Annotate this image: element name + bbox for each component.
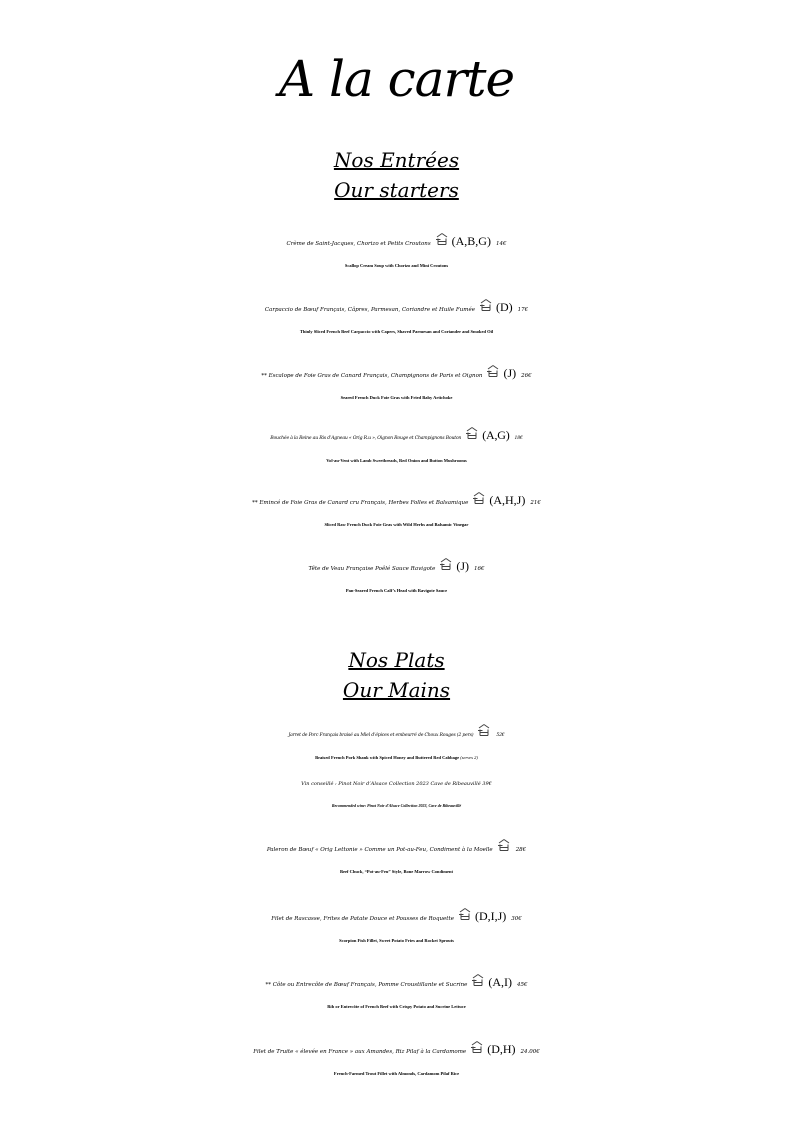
- dish-price: 52€: [496, 733, 505, 738]
- menu-item: [0, 488, 793, 534]
- dish-name-fr-line: [0, 423, 793, 451]
- allergen-icon: [465, 426, 479, 440]
- allergen-codes: (A,B,G): [451, 234, 491, 248]
- dish-name-en: Rib or Entrecôte of French Beef with Crispy Potato and Sucrine Lettuce: [327, 1004, 466, 1009]
- dish-name-en-line: [0, 748, 793, 767]
- dish-name-fr: Jarret de Porc Français braisé au Miel d’épices et embeurré de Choux Rouges (2 pers): [288, 733, 474, 738]
- dish-name-en: Scorpion Fish Fillet, Sweet Potato Fries and Rocket Sprouts: [339, 938, 454, 943]
- starters-heading-en: Our starters: [334, 178, 459, 202]
- dish-prefix: **: [252, 500, 258, 506]
- allergen-icon: [479, 298, 493, 312]
- dish-name-fr: Tête de Veau Française Poêlé Sauce Ravigote: [308, 566, 436, 572]
- dish-price: 18€: [514, 436, 523, 441]
- dish-name-en: Pan-Seared French Calf’s Head with Ravigote Sauce: [345, 588, 448, 593]
- dish-price: 21€: [530, 500, 541, 506]
- wine-suggestion-fr: Vin conseillé : Pinot Noir d’Alsace Collection 2023 Cave de Ribeauvillé 39€: [301, 781, 492, 787]
- dish-price: 26€: [521, 373, 532, 379]
- menu-item: [0, 1037, 793, 1083]
- dish-name-en: Scallop Cream Soup with Chorizo and Mini Croutons: [344, 263, 449, 268]
- allergen-icon: [458, 907, 472, 921]
- wine-suggestion-en: Recommended wine: Pinot Noir d'Alsace Collection 2023, Cave de Ribeauvillé: [331, 803, 462, 808]
- menu-item: [0, 361, 793, 407]
- dish-price: 28€: [515, 847, 527, 853]
- allergen-icon: [472, 491, 486, 505]
- menu-item: [0, 970, 793, 1016]
- menu-item: [0, 838, 793, 881]
- menu-item: [0, 229, 793, 275]
- dish-name-fr-line: [0, 1037, 793, 1064]
- dish-price: 30€: [511, 916, 522, 922]
- dish-name-en: Braised French Pork Shank with Spiced Honey and Buttered Red Cabbage: [315, 755, 460, 760]
- allergen-codes: (J): [503, 366, 517, 380]
- mains-heading-fr: Nos Plats: [348, 648, 445, 672]
- dish-name-fr: Emincé de Foie Gras de Canard cru Français, Herbes Folles et Balsamique: [259, 500, 469, 506]
- dish-name-en: Vol-au-Vent with Lamb Sweetbreads, Red Onion and Button Mushrooms: [326, 458, 467, 463]
- allergen-codes: (D,H): [487, 1042, 516, 1056]
- dish-name-fr: Paleron de Bœuf « Orig Lettonie » Comme un Pot-au-Feu, Condiment à la Moelle: [266, 847, 493, 853]
- dish-name-fr-line: [0, 970, 793, 997]
- dish-name-fr-line: [0, 361, 793, 388]
- allergen-codes: (A,H,J): [489, 493, 526, 507]
- dish-name-en: Beef Chuck, “Pot-au-Feu” Style, Bone Marrow Condiment: [340, 869, 453, 874]
- mains-heading: [0, 645, 793, 705]
- allergen-icon: [477, 723, 491, 737]
- menu-item: [0, 723, 793, 815]
- dish-name-fr: Filet de Rascasse, Frites de Patate Douce et Pousses de Roquette: [271, 916, 454, 922]
- dish-price: 16€: [474, 566, 485, 572]
- dish-prefix: **: [265, 982, 271, 988]
- dish-prefix: **: [261, 373, 267, 379]
- dish-name-en: Thinly Sliced French Beef Carpaccio with Capers, Shaved Parmesan and Coriander and Smoked Oil: [299, 329, 494, 334]
- dish-name-fr: Bouchée à la Reine au Ris d’Agneau « Orig R.u », Oignon Rouge et Champignons Bouton: [270, 436, 462, 441]
- dish-name-fr-line: [0, 295, 793, 322]
- menu-item: [0, 423, 793, 470]
- serving-note: (serves 2): [460, 755, 478, 760]
- dish-price: 17€: [517, 307, 529, 313]
- allergen-codes: (A,I): [488, 975, 513, 989]
- menu-item: [0, 904, 793, 950]
- dish-name-fr-line: [0, 723, 793, 748]
- menu-title: A la carte: [278, 50, 515, 108]
- starters-heading-fr: Nos Entrées: [333, 148, 460, 172]
- allergen-icon: [435, 232, 449, 246]
- dish-price: 45€: [517, 982, 528, 988]
- dish-name-fr-line: [0, 838, 793, 862]
- allergen-icon: [470, 1040, 484, 1054]
- starters-heading: [0, 145, 793, 205]
- dish-name-fr-line: [0, 229, 793, 256]
- dish-name-fr: Carpaccio de Bœuf Français, Câpres, Parmesan, Coriandre et Huile Fumée: [264, 307, 475, 313]
- dish-name-fr-line: [0, 904, 793, 931]
- dish-name-fr-line: [0, 554, 793, 581]
- dish-name-fr: Côte ou Entrecôte de Bœuf Français, Pomme Croustillante et Sucrine: [272, 982, 468, 988]
- allergen-codes: (A,G): [482, 428, 510, 442]
- allergen-icon: [497, 838, 511, 852]
- mains-heading-en: Our Mains: [342, 678, 451, 702]
- allergen-icon: [439, 557, 453, 571]
- allergen-codes: (D,I,J): [474, 909, 507, 923]
- dish-price: 14€: [495, 241, 507, 247]
- dish-name-en: Seared French Duck Foie Gras with Fried Baby Artichoke: [340, 395, 453, 400]
- dish-name-fr: Crème de Saint-Jacques, Chorizo et Petits Croutons: [286, 241, 431, 247]
- dish-price: 24.00€: [520, 1049, 540, 1055]
- allergen-icon: [471, 973, 485, 987]
- menu-item: [0, 295, 793, 341]
- allergen-codes: (D): [495, 300, 513, 314]
- allergen-codes: (J): [456, 559, 470, 573]
- dish-name-en: French-Farmed Trout Fillet with Almonds, Cardamom Pilaf Rice: [333, 1071, 460, 1076]
- dish-name-fr: Filet de Truite « élevée en France » aux Amandes, Riz Pilaf à la Cardamome: [253, 1049, 467, 1055]
- dish-name-fr-line: [0, 488, 793, 515]
- allergen-icon: [486, 364, 500, 378]
- dish-name-en: Sliced Raw French Duck Foie Gras with Wild Herbs and Balsamic Vinegar: [324, 522, 469, 527]
- menu-item: [0, 554, 793, 600]
- dish-name-fr: Escalope de Foie Gras de Canard Français, Champignons de Paris et Oignon: [268, 373, 483, 379]
